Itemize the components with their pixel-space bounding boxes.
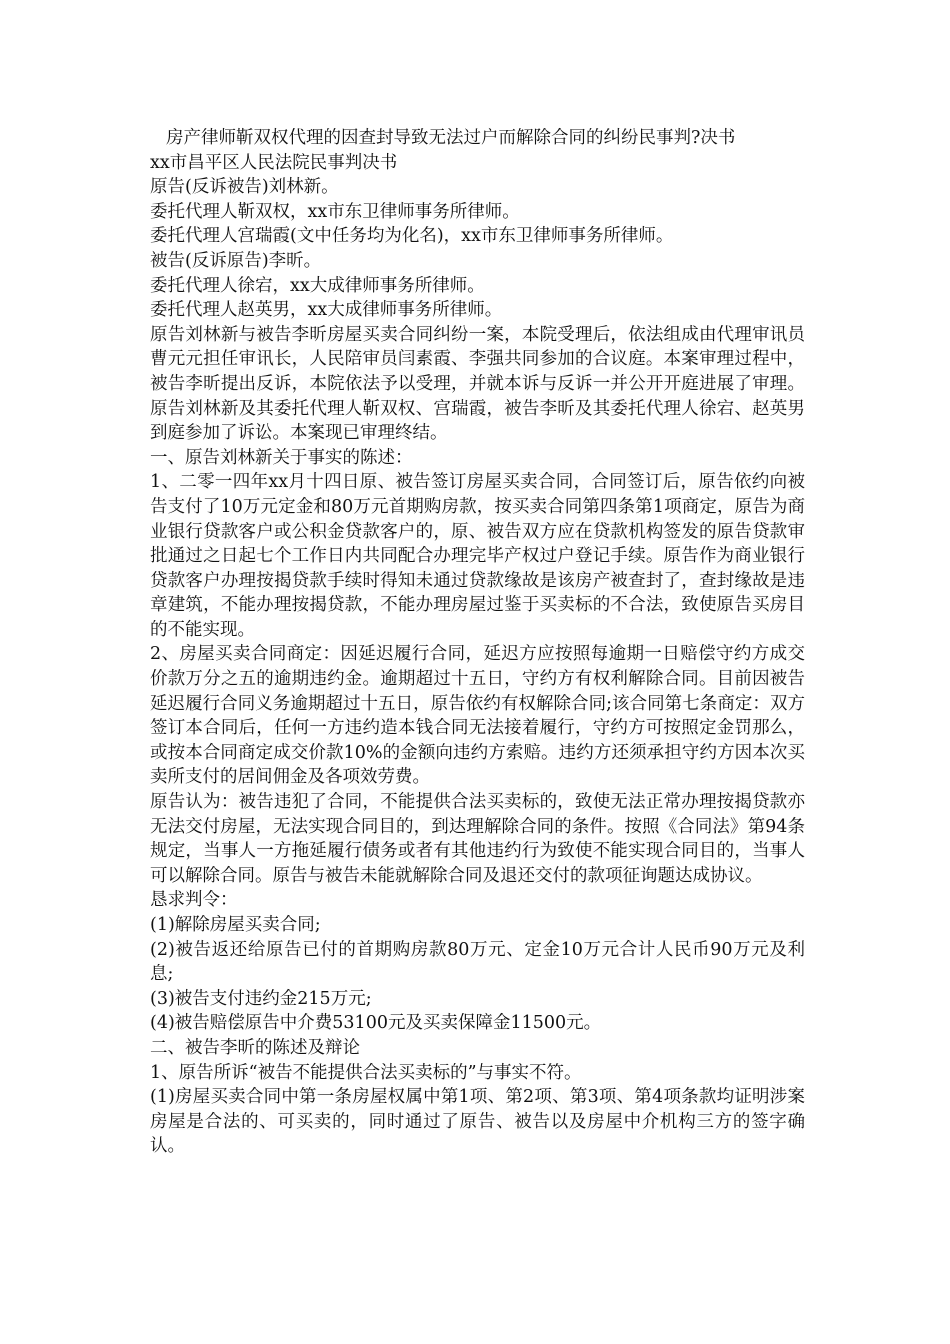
claims-heading: 恳求判令： (150, 890, 238, 911)
plaintiff-opinion-paragraph: 原告认为：被告违犯了合同，不能提供合法买卖标的，致使无法正常办理按揭贷款亦无法交付房屋，无法实现合同目的，到达理解除合同的条件。按照《合同法》第94条规定，当事人一方拖延履行债务或者有其他违约行为致使不能实现合同目的，当事人可以解除合同。原告与被告未能就解除合同及退还交付的款项征询题达成协议。 (150, 792, 805, 886)
party-line: 原告(反诉被告)刘林新。 (150, 177, 339, 198)
claim-item: (1)解除房屋买卖合同; (150, 915, 321, 935)
case-intro-paragraph: 原告刘林新与被告李昕房屋买卖合同纠纷一案，本院受理后，依法组成由代理审讯员曹元元担任审讯长，人民陪审员闫素霞、李强共同参加的合议庭。本案审理过程中，被告李昕提出反诉，本院依法予以受理，并就本诉与反诉一并公开开庭进展了审理。原告刘林新及其委托代理人靳双权、宫瑞霞，被告李昕及其委托代理人徐宕、赵英男到庭参加了诉讼。本案现已审理终结。 (150, 324, 805, 444)
fact-paragraph: 2、房屋买卖合同商定：因延迟履行合同，延迟方应按照每逾期一日赔偿守约方成交价款万分之五的逾期违约金。逾期超过十五日，守约方有权利解除合同。目前因被告延迟履行合同义务逾期超过十五日，原告依约有权解除合同;该合同第七条商定：双方签订本合同后，任何一方违约造本钱合同无法接着履行，守约方可按照定金罚那么，或按本合同商定成交价款10%的金额向违约方索赔。违约方还须承担守约方因本次买卖所支付的居间佣金及各项效劳费。 (150, 644, 805, 788)
defense-point: 1、原告所诉“被告不能提供合法买卖标的”与事实不符。 (150, 1062, 582, 1083)
document-title: 房产律师靳双权代理的因查封导致无法过户而解除合同的纠纷民事判?决书 (166, 128, 736, 148)
party-line: 委托代理人赵英男，xx大成律师事务所律师。 (150, 300, 503, 321)
section-heading: 一、原告刘林新关于事实的陈述： (150, 447, 413, 468)
party-line: 委托代理人宫瑞霞(文中任务均为化名)，xx市东卫律师事务所律师。 (150, 226, 674, 247)
party-line: 委托代理人靳双权，xx市东卫律师事务所律师。 (150, 201, 520, 222)
party-line: 被告(反诉原告)李昕。 (150, 250, 322, 271)
document-page (150, 126, 805, 1159)
defense-point: (1)房屋买卖合同中第一条房屋权属中第1项、第2项、第3项、第4项条款均证明涉案房屋是合法的、可买卖的，同时通过了原告、被告以及房屋中介机构三方的签字确认。 (150, 1087, 805, 1157)
fact-paragraph: 1、二零一四年xx月十四日原、被告签订房屋买卖合同，合同签订后，原告依约向被告支付了10万元定金和80万元首期购房款，按买卖合同第四条第1项商定，原告为商业银行贷款客户或公积金贷款客户的，原、被告双方应在贷款机构签发的原告贷款审批通过之日起七个工作日内共同配合办理完毕产权过户登记手续。原告作为商业银行贷款客户办理按揭贷款手续时得知未通过贷款缘故是该房产被查封了，查封缘故是违章建筑，不能办理按揭贷款，不能办理房屋过鉴于买卖标的不合法，致使原告买房目的不能实现。 (150, 472, 805, 640)
section-heading: 二、被告李昕的陈述及辩论 (150, 1037, 360, 1058)
party-line: 委托代理人徐宕，xx大成律师事务所律师。 (150, 275, 485, 296)
claim-item: (2)被告返还给原告已付的首期购房款80万元、定金10万元合计人民币90万元及利息; (150, 939, 805, 985)
claim-item: (3)被告支付违约金215万元; (150, 988, 372, 1009)
claim-item: (4)被告赔偿原告中介费53100元及买卖保障金11500元。 (150, 1013, 602, 1034)
court-heading: xx市昌平区人民法院民事判决书 (150, 152, 398, 173)
